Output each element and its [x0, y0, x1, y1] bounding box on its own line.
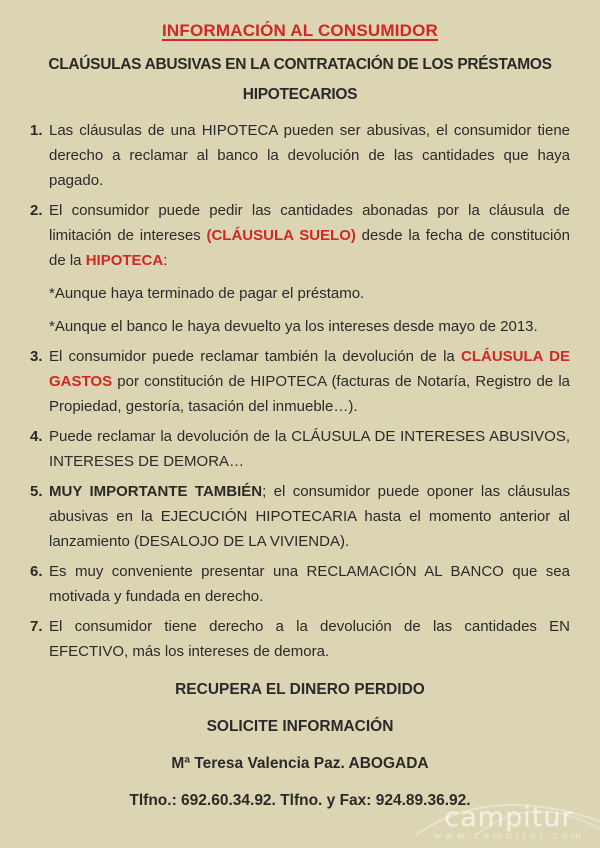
- list-item: [30, 559, 570, 609]
- plain-text: desde la fecha de constitución de la: [49, 227, 570, 269]
- highlighted-red-text: (CLÁUSULA SUELO): [206, 227, 356, 244]
- item-number: 6.: [30, 563, 43, 580]
- list-item: [30, 198, 570, 339]
- plain-text: Puede reclamar la devolución de la CLÁUSULA DE INTERESES ABUSIVOS, INTERESES DE DEMORA…: [49, 428, 570, 470]
- list-item: [30, 424, 570, 474]
- list-item: [30, 118, 570, 193]
- highlighted-red-text: HIPOTECA: [85, 252, 164, 269]
- item-body: [49, 198, 570, 339]
- item-body: [49, 479, 570, 554]
- item-number: 1.: [30, 122, 43, 139]
- emphasized-text: MUY IMPORTANTE TAMBIÉN: [49, 483, 263, 500]
- item-number: 3.: [30, 348, 43, 365]
- plain-text: El consumidor puede pedir las cantidades abonadas por la cláusula de limitación de intereses: [49, 202, 570, 244]
- plain-text: :: [163, 252, 168, 269]
- item-body: [49, 118, 570, 193]
- plain-text: ; el consumidor puede oponer las cláusulas abusivas en la EJECUCIÓN HIPOTECARIA hasta el momento anterior al lanzamiento (DESALOJO DE LA VIVIENDA).: [49, 483, 570, 550]
- page-title: INFORMACIÓN AL CONSUMIDOR: [161, 21, 439, 40]
- plain-text: Es muy conveniente presentar una RECLAMACIÓN AL BANCO que sea motivada y fundada en derecho.: [49, 563, 570, 605]
- item-number: 4.: [30, 428, 43, 445]
- watermark-url-text: www.campitur.com: [433, 831, 585, 842]
- item-number: 7.: [30, 618, 43, 635]
- item-body: [49, 424, 570, 474]
- list-item: [30, 614, 570, 664]
- plain-text: El consumidor tiene derecho a la devolución de las cantidades EN EFECTIVO, más los intereses de demora.: [49, 618, 570, 660]
- plain-text: Las cláusulas de una HIPOTECA pueden ser abusivas, el consumidor tiene derecho a reclamar al banco la devolución de las cantidades que haya pagado.: [49, 122, 570, 189]
- item-text: [49, 559, 570, 609]
- highlighted-red-text: CLÁUSULA DE GASTOS: [49, 348, 570, 390]
- item-text: [49, 479, 570, 554]
- item-number: 2.: [30, 202, 43, 219]
- footer-line: Tlfno.: 692.60.34.92. Tlfno. y Fax: 924.89.36.92.: [129, 792, 471, 809]
- item-body: [49, 344, 570, 419]
- item-body: [49, 614, 570, 664]
- item-text: [49, 344, 570, 419]
- clause-list: [30, 118, 570, 664]
- page-subtitle: CLAÚSULAS ABUSIVAS EN LA CONTRATACIÓN DE LOS PRÉSTAMOS HIPOTECARIOS: [48, 56, 552, 103]
- footer-line: Mª Teresa Valencia Paz. ABOGADA: [171, 755, 429, 772]
- list-item: [30, 344, 570, 419]
- footer-line: SOLICITE INFORMACIÓN: [206, 718, 394, 735]
- item-body: [49, 559, 570, 609]
- item-text: [49, 198, 570, 273]
- sub-bullet: *Aunque haya terminado de pagar el préstamo.: [49, 285, 365, 302]
- plain-text: El consumidor puede reclamar también la devolución de la: [49, 348, 461, 365]
- footer-block: [30, 678, 570, 813]
- item-text: [49, 118, 570, 193]
- watermark-logo-text: campitur: [444, 802, 574, 833]
- sub-bullet: *Aunque el banco le haya devuelto ya los intereses desde mayo de 2013.: [49, 318, 538, 335]
- list-item: [30, 479, 570, 554]
- plain-text: por constitución de HIPOTECA (facturas de Notaría, Registro de la Propiedad, gestoría, tasación del inmueble…).: [49, 373, 570, 415]
- item-text: [49, 424, 570, 474]
- footer-line: RECUPERA EL DINERO PERDIDO: [175, 681, 425, 698]
- item-text: [49, 614, 570, 664]
- item-number: 5.: [30, 483, 43, 500]
